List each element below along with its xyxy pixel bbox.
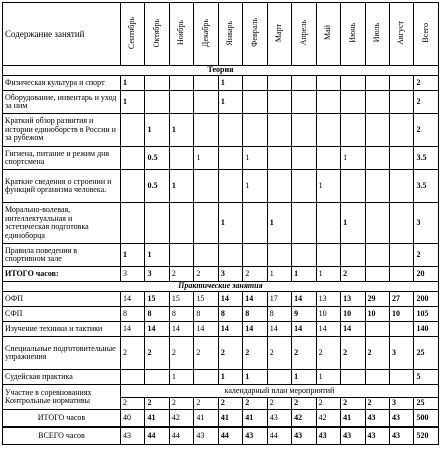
row-cell	[121, 370, 145, 385]
row-cell: 2	[194, 337, 218, 370]
row-cell: 13	[316, 292, 340, 307]
row-cell: 2	[145, 337, 169, 370]
header-month-label: Февраль	[249, 18, 259, 48]
row-cell	[218, 244, 242, 267]
row-cell	[121, 203, 145, 244]
theory-row	[3, 244, 439, 267]
theory-row	[3, 91, 439, 114]
header-month-label: Ноябрь	[176, 20, 186, 46]
header-month	[218, 3, 242, 66]
row-cell: 1	[341, 147, 365, 170]
row-cell: 43	[389, 410, 413, 428]
row-cell: 1	[316, 370, 340, 385]
row-cell	[365, 267, 389, 282]
row-cell	[194, 203, 218, 244]
row-cell	[267, 114, 291, 147]
row-cell: 42	[169, 410, 193, 428]
row-cell	[341, 114, 365, 147]
row-cell: 25	[414, 337, 438, 370]
row-cell: 1	[169, 170, 193, 203]
row-cell: 43	[267, 410, 291, 428]
header-month-label: Июль	[372, 23, 381, 43]
row-cell	[243, 244, 267, 267]
row-cell	[292, 170, 316, 203]
practice-row	[3, 322, 439, 337]
row-cell: 2	[316, 397, 340, 410]
row-cell	[389, 114, 413, 147]
total-row	[3, 410, 439, 428]
row-cell	[389, 370, 413, 385]
row-cell: 14	[292, 292, 316, 307]
theory-row	[3, 76, 439, 91]
row-cell	[389, 147, 413, 170]
row-cell: 41	[145, 410, 169, 428]
row-cell	[218, 147, 242, 170]
row-cell: 27	[389, 292, 413, 307]
row-label: Краткие сведения о строении и функций организма человека.	[3, 170, 121, 203]
row-cell: 10	[389, 307, 413, 322]
row-cell: 1	[169, 370, 193, 385]
row-cell: 1	[316, 170, 340, 203]
row-cell: 14	[218, 292, 242, 307]
row-cell: 1	[267, 267, 291, 282]
row-cell	[267, 147, 291, 170]
row-cell	[194, 114, 218, 147]
row-cell: 43	[121, 427, 145, 445]
header-month	[267, 3, 291, 66]
row-cell: 17	[267, 292, 291, 307]
header-content-title: Содержание занятий	[3, 3, 121, 66]
row-cell: 2	[414, 114, 438, 147]
row-cell: 3.5	[414, 170, 438, 203]
row-cell	[341, 76, 365, 91]
competitions-row	[3, 385, 439, 398]
row-cell: 1	[121, 91, 145, 114]
row-cell: 43	[194, 427, 218, 445]
row-cell	[292, 76, 316, 91]
row-cell	[365, 203, 389, 244]
row-cell: 3	[121, 267, 145, 282]
row-cell: 8	[267, 307, 291, 322]
theory-total-row	[3, 267, 439, 282]
row-label: Физическая культура и спорт	[3, 76, 121, 91]
row-label: Участие в соревнованиях Контрольные нормативы	[3, 385, 121, 410]
row-cell: 14	[316, 322, 340, 337]
row-cell: 2	[121, 397, 145, 410]
row-cell: 20	[414, 267, 438, 282]
row-cell: 13	[341, 292, 365, 307]
row-cell: 44	[267, 427, 291, 445]
row-cell	[316, 76, 340, 91]
row-cell: 2	[267, 337, 291, 370]
row-cell	[389, 91, 413, 114]
table-body	[3, 66, 439, 445]
header-month-label: Апрель	[298, 20, 308, 46]
row-cell: 14	[243, 322, 267, 337]
row-cell: 1	[145, 114, 169, 147]
row-cell: 42	[316, 410, 340, 428]
row-cell	[169, 91, 193, 114]
row-label: Гигиена, питание и режим дня спортсмена	[3, 147, 121, 170]
header-month	[389, 3, 413, 66]
row-cell: 2	[414, 244, 438, 267]
row-cell: 10	[341, 307, 365, 322]
row-cell	[389, 267, 413, 282]
row-cell: 14	[194, 322, 218, 337]
row-cell: 1	[243, 170, 267, 203]
row-cell: 2	[169, 397, 193, 410]
row-cell: 14	[341, 322, 365, 337]
row-cell	[292, 114, 316, 147]
row-cell	[194, 76, 218, 91]
row-cell	[267, 170, 291, 203]
row-cell	[194, 244, 218, 267]
row-cell	[341, 244, 365, 267]
row-cell: 5	[414, 370, 438, 385]
row-label: СФП	[3, 307, 121, 322]
row-cell	[243, 203, 267, 244]
header-month	[169, 3, 193, 66]
row-cell: 200	[414, 292, 438, 307]
row-cell: 1	[292, 267, 316, 282]
row-cell: 9	[292, 307, 316, 322]
row-cell: 41	[194, 410, 218, 428]
row-cell: 3	[414, 203, 438, 244]
row-cell: 1	[194, 147, 218, 170]
row-cell: 8	[218, 307, 242, 322]
row-label: ОФП	[3, 292, 121, 307]
header-month	[121, 3, 145, 66]
row-label: ВСЕГО часов	[3, 427, 121, 445]
row-cell	[365, 114, 389, 147]
row-cell	[365, 170, 389, 203]
practice-row	[3, 337, 439, 370]
row-cell: 1	[218, 91, 242, 114]
practice-row	[3, 370, 439, 385]
row-cell: 1	[243, 147, 267, 170]
row-cell: 8	[243, 307, 267, 322]
row-cell: 14	[121, 322, 145, 337]
row-cell: 500	[414, 410, 438, 428]
row-label: Специальные подготовительные упражнения	[3, 337, 121, 370]
header-month-label: Октябрь	[151, 18, 161, 47]
row-cell	[365, 147, 389, 170]
row-cell: 520	[414, 427, 438, 445]
header-month-label: Декабрь	[200, 18, 210, 47]
row-cell: 43	[365, 410, 389, 428]
row-cell: 14	[145, 322, 169, 337]
row-cell	[341, 370, 365, 385]
row-cell: 43	[292, 427, 316, 445]
row-cell: 14	[243, 292, 267, 307]
row-cell	[218, 170, 242, 203]
row-cell: 1	[341, 203, 365, 244]
row-cell: 8	[194, 307, 218, 322]
row-cell	[169, 244, 193, 267]
row-cell: 1	[145, 244, 169, 267]
row-cell: 2	[267, 397, 291, 410]
row-cell	[243, 91, 267, 114]
row-cell	[194, 91, 218, 114]
section-practice: Практические занятия	[3, 282, 439, 292]
row-cell	[243, 76, 267, 91]
row-cell	[169, 76, 193, 91]
row-cell: 2	[121, 337, 145, 370]
row-cell: 14	[218, 322, 242, 337]
header-month-label: Сентябрь	[127, 16, 137, 49]
header-month	[316, 3, 340, 66]
row-cell: 2	[243, 397, 267, 410]
row-cell: 15	[194, 292, 218, 307]
row-cell	[218, 114, 242, 147]
row-cell	[389, 76, 413, 91]
row-cell: 2	[365, 397, 389, 410]
row-cell: 14	[169, 322, 193, 337]
row-cell: 2	[341, 337, 365, 370]
row-cell	[145, 370, 169, 385]
row-label: Морально-волевая, интеллектуальная и эстетическая подготовка единоборца	[3, 203, 121, 244]
row-cell	[121, 114, 145, 147]
header-row	[3, 3, 439, 66]
row-cell	[292, 203, 316, 244]
row-cell	[365, 76, 389, 91]
row-cell: 0.5	[145, 147, 169, 170]
row-label: Краткий обзор развития и истории единоборств в России и за рубежом	[3, 114, 121, 147]
header-month	[145, 3, 169, 66]
row-cell: 14	[292, 322, 316, 337]
row-cell	[292, 244, 316, 267]
row-cell: 1	[267, 203, 291, 244]
row-cell: 41	[243, 410, 267, 428]
row-cell: 2	[218, 397, 242, 410]
row-cell: 8	[121, 307, 145, 322]
row-cell	[169, 203, 193, 244]
row-cell: 1	[121, 76, 145, 91]
row-label: Судейская практика	[3, 370, 121, 385]
header-month-label: Январь	[225, 20, 235, 45]
row-cell	[145, 76, 169, 91]
row-cell: 3	[389, 337, 413, 370]
row-cell: 2	[292, 397, 316, 410]
row-cell: 2	[145, 397, 169, 410]
row-cell: 25	[414, 397, 438, 410]
row-cell	[341, 91, 365, 114]
row-label: Оборудование, инвентарь и уход за ним	[3, 91, 121, 114]
header-month-label: Всего	[420, 22, 430, 43]
header-month-label: Май	[323, 25, 333, 41]
header-month-label: Март	[274, 23, 284, 42]
row-cell: 1	[243, 370, 267, 385]
row-cell: 2	[243, 267, 267, 282]
row-cell: 44	[169, 427, 193, 445]
header-month	[243, 3, 267, 66]
row-cell: 14	[121, 292, 145, 307]
row-cell: 44	[218, 427, 242, 445]
row-cell: 2	[218, 337, 242, 370]
grand-total-row	[3, 427, 439, 445]
practice-row	[3, 307, 439, 322]
header-month	[414, 3, 438, 66]
row-cell	[365, 370, 389, 385]
header-month	[194, 3, 218, 66]
theory-row	[3, 170, 439, 203]
row-cell: 3	[218, 267, 242, 282]
section-theory: Теория	[3, 66, 439, 76]
row-cell: 1	[316, 267, 340, 282]
row-cell: 41	[341, 410, 365, 428]
row-cell: 29	[365, 292, 389, 307]
row-cell: 1	[169, 114, 193, 147]
row-cell: 2	[316, 337, 340, 370]
row-cell	[267, 76, 291, 91]
row-cell	[389, 170, 413, 203]
row-cell: 3.5	[414, 147, 438, 170]
row-cell	[194, 170, 218, 203]
row-cell	[365, 244, 389, 267]
row-cell: 1	[218, 203, 242, 244]
row-cell: 43	[341, 427, 365, 445]
row-cell: 2	[414, 76, 438, 91]
row-cell	[145, 203, 169, 244]
row-cell	[267, 370, 291, 385]
row-cell: 2	[341, 397, 365, 410]
row-cell: 1	[218, 370, 242, 385]
row-cell	[194, 370, 218, 385]
row-cell: 2	[194, 397, 218, 410]
row-cell: 140	[414, 322, 438, 337]
row-cell: 1	[121, 244, 145, 267]
row-cell: 2	[414, 91, 438, 114]
theory-row	[3, 114, 439, 147]
row-cell: 2	[365, 337, 389, 370]
row-cell	[121, 170, 145, 203]
row-cell: 105	[414, 307, 438, 322]
row-cell	[389, 203, 413, 244]
row-cell: 1	[218, 76, 242, 91]
row-cell	[316, 114, 340, 147]
row-cell	[389, 244, 413, 267]
row-cell: 2	[243, 337, 267, 370]
row-cell	[267, 91, 291, 114]
row-cell: 43	[365, 427, 389, 445]
row-label: Правила поведения в спортивном зале	[3, 244, 121, 267]
row-cell: 2	[341, 267, 365, 282]
row-cell: 2	[194, 267, 218, 282]
calendar-note: календарный план мероприятий	[121, 385, 439, 398]
row-cell	[243, 114, 267, 147]
row-cell: 2	[169, 337, 193, 370]
row-cell: 44	[145, 427, 169, 445]
row-label: ИТОГО часов:	[3, 267, 121, 282]
row-cell	[341, 170, 365, 203]
header-month	[365, 3, 389, 66]
row-cell: 1	[292, 370, 316, 385]
row-cell: 0.5	[145, 170, 169, 203]
row-cell	[267, 244, 291, 267]
row-cell	[316, 91, 340, 114]
row-label: ИТОГО часов	[3, 410, 121, 428]
row-cell	[389, 322, 413, 337]
header-month	[292, 3, 316, 66]
row-cell	[121, 147, 145, 170]
header-month-label: Июнь	[347, 22, 357, 43]
row-cell	[316, 244, 340, 267]
row-cell: 10	[316, 307, 340, 322]
training-plan-table	[2, 2, 439, 445]
row-cell: 14	[267, 322, 291, 337]
row-cell	[365, 91, 389, 114]
row-cell	[292, 91, 316, 114]
theory-row	[3, 203, 439, 244]
header-month	[341, 3, 365, 66]
row-label: Изучение техники и тактики	[3, 322, 121, 337]
row-cell	[145, 91, 169, 114]
row-cell: 8	[145, 307, 169, 322]
row-cell	[316, 147, 340, 170]
row-cell	[365, 322, 389, 337]
row-cell	[292, 147, 316, 170]
practice-row	[3, 292, 439, 307]
row-cell: 43	[316, 427, 340, 445]
row-cell: 3	[145, 267, 169, 282]
row-cell: 42	[292, 410, 316, 428]
row-cell: 2	[169, 267, 193, 282]
row-cell: 3	[389, 397, 413, 410]
row-cell: 40	[121, 410, 145, 428]
row-cell: 15	[145, 292, 169, 307]
header-month-label: Август	[396, 20, 406, 45]
row-cell	[169, 147, 193, 170]
row-cell: 43	[243, 427, 267, 445]
row-cell: 41	[218, 410, 242, 428]
row-cell: 2	[292, 337, 316, 370]
row-cell	[316, 203, 340, 244]
row-cell: 10	[365, 307, 389, 322]
row-cell: 43	[389, 427, 413, 445]
row-cell: 15	[169, 292, 193, 307]
theory-row	[3, 147, 439, 170]
row-cell: 8	[169, 307, 193, 322]
